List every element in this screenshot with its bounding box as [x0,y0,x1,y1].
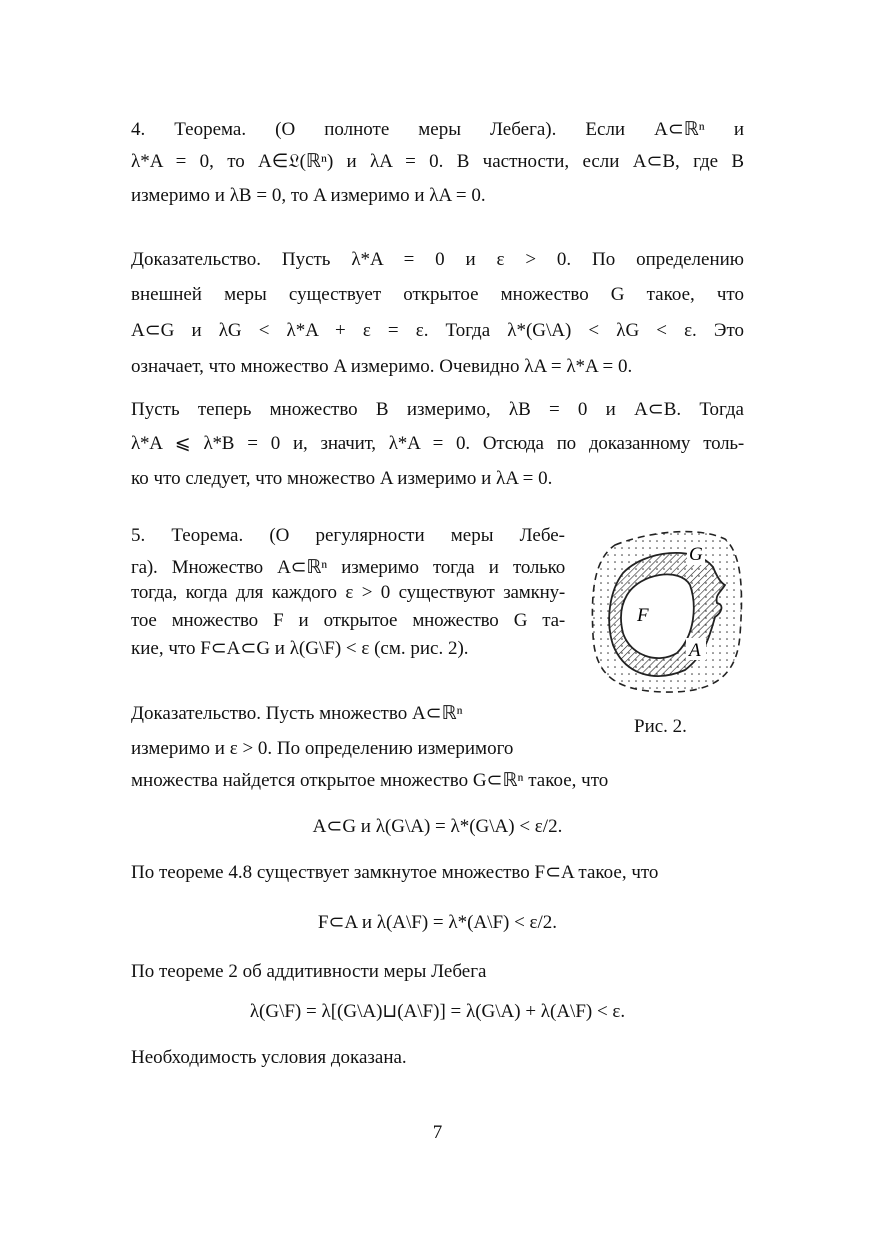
proof5-line2: измеримо и ε > 0. По определению измеримого [131,738,514,759]
figure-2-diagram [585,525,745,700]
proof5-line5: По теореме 2 об аддитивности меры Лебега [131,961,487,982]
proof5-line3: множества найдется открытое множество G⊂ℝⁿ такое, что [131,770,609,791]
theorem5-line1: 5. Теорема. (О регулярности меры Лебе- [131,525,565,546]
proof4-p1-line4: означает, что множество A измеримо. Очевидно λA = λ*A = 0. [131,356,633,377]
theorem5-line3: тогда, когда для каждого ε > 0 существуют замкну- [131,582,565,603]
proof4-p2-line3: ко что следует, что множество A измеримо и λA = 0. [131,468,553,489]
proof5-line1: Доказательство. Пусть множество A⊂ℝⁿ [131,703,463,724]
theorem5-line2: га). Множество A⊂ℝⁿ измеримо тогда и только [131,557,565,578]
proof5-equation2: F⊂A и λ(A\F) = λ*(A\F) < ε/2. [317,912,558,933]
proof5-line4: По теореме 4.8 существует замкнутое множество F⊂A такое, что [131,862,659,883]
proof4-p2-line2: λ*A ⩽ λ*B = 0 и, значит, λ*A = 0. Отсюда по доказанному толь- [131,433,744,454]
proof5-equation1: A⊂G и λ(G\A) = λ*(G\A) < ε/2. [312,816,563,837]
theorem5-line4: тое множество F и открытое множество G та- [131,610,565,631]
proof4-p1-line3: A⊂G и λG < λ*A + ε = ε. Тогда λ*(G\A) < λG < ε. Это [131,320,744,341]
proof4-p1-line1: Доказательство. Пусть λ*A = 0 и ε > 0. По определению [131,249,744,270]
label-F: F [637,605,649,626]
theorem5-line5: кие, что F⊂A⊂G и λ(G\F) < ε (см. рис. 2). [131,638,469,659]
proof5-equation3: λ(G\F) = λ[(G\A)⊔(A\F)] = λ(G\A) + λ(A\F) < ε. [249,1001,626,1022]
proof5-line6: Необходимость условия доказана. [131,1047,407,1068]
theorem4-line1: 4. Теорема. (О полноте меры Лебега). Если A⊂ℝⁿ и [131,119,744,140]
page-number: 7 [432,1122,443,1143]
label-G: G [689,544,703,565]
proof4-p1-line2: внешней меры существует открытое множество G такое, что [131,284,744,305]
theorem4-line2: λ*A = 0, то A∈𝔏(ℝⁿ) и λA = 0. В частности, если A⊂B, где B [131,151,744,172]
figure-caption: Рис. 2. [634,716,687,737]
proof4-p2-line1: Пусть теперь множество B измеримо, λB = 0 и A⊂B. Тогда [131,399,744,420]
label-A: A [689,640,701,661]
theorem4-line3: измеримо и λB = 0, то A измеримо и λA = 0. [131,185,486,206]
